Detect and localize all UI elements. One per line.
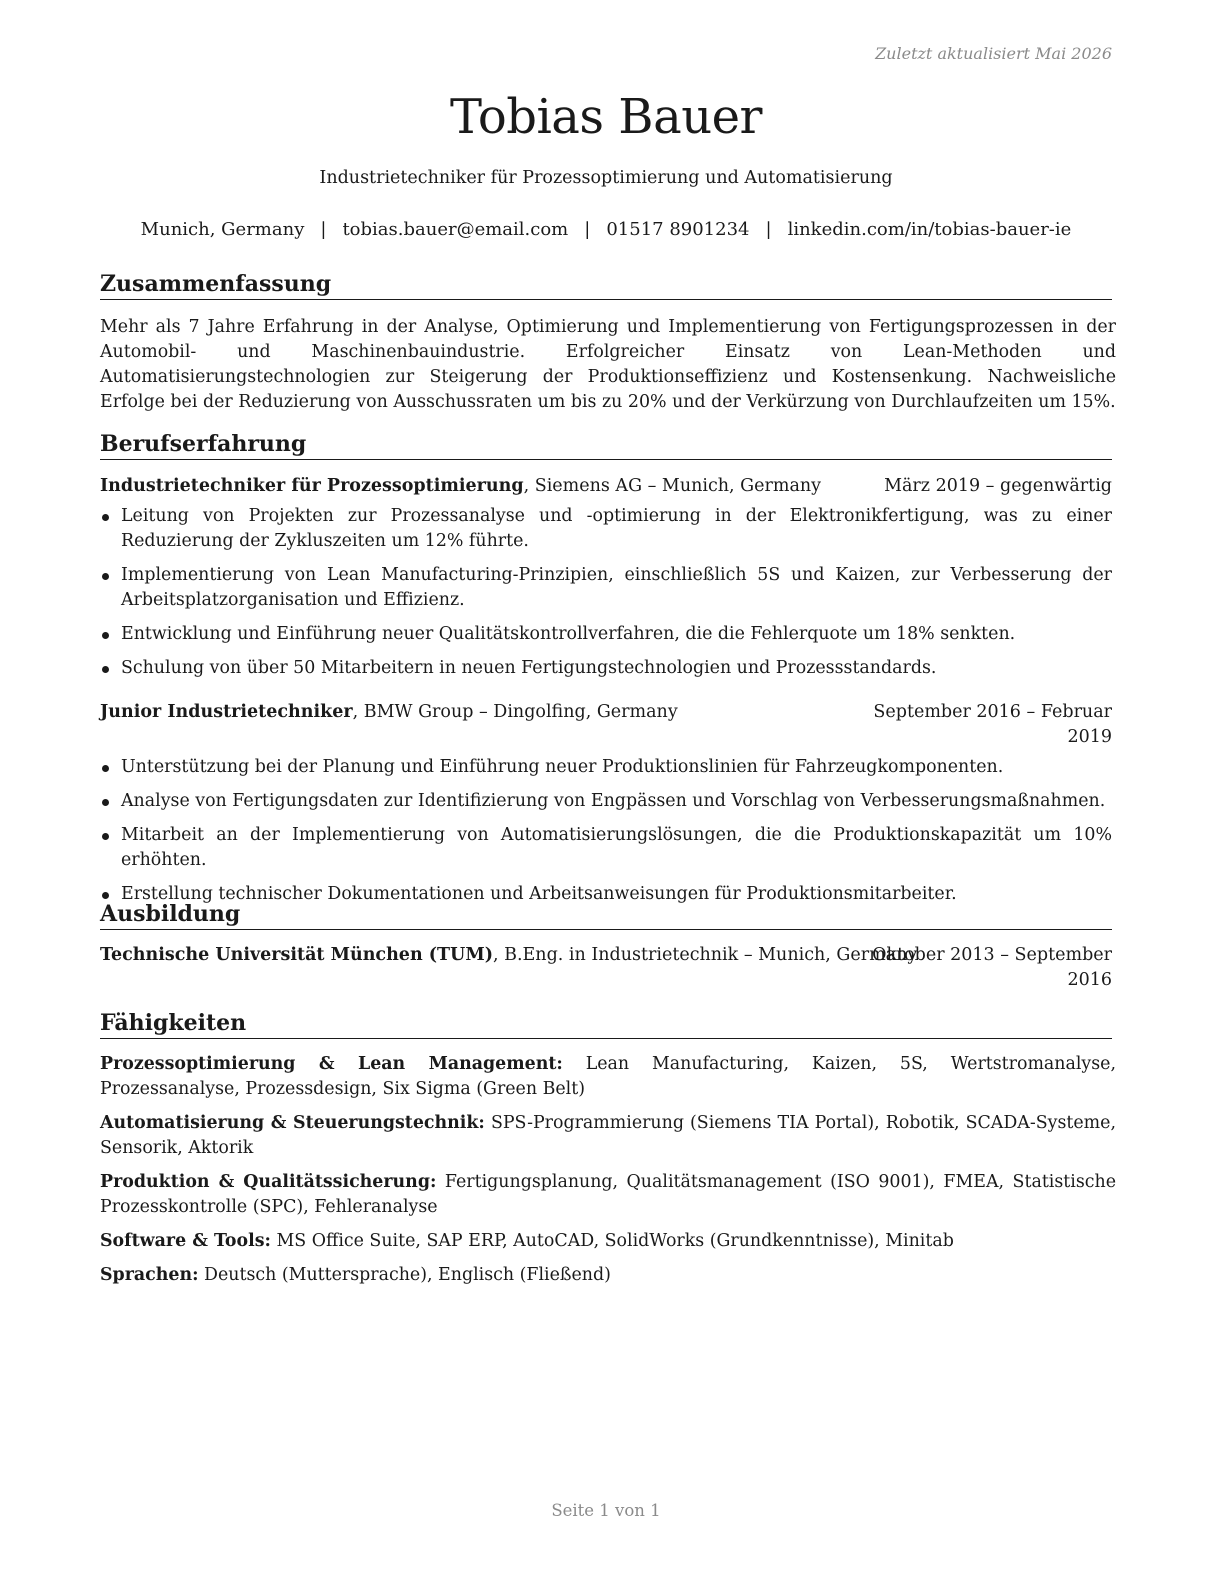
skill-line	[100, 1111, 1116, 1161]
section-title-education: Ausbildung	[100, 900, 1112, 930]
list-item: Analyse von Fertigungsdaten zur Identifizierung von Engpässen und Vorschlag von Verbesserungsmaßnahmen.	[100, 789, 1112, 814]
skill-label: Produktion & Qualitätssicherung:	[100, 1172, 437, 1192]
page-number: Seite 1 von 1	[551, 1501, 661, 1520]
bullet-icon	[102, 892, 109, 899]
list-item: Leitung von Projekten zur Prozessanalyse und -optimierung in der Elektronikfertigung, was zu einer Reduzierung der Zykluszeiten um 12% führte.	[100, 504, 1112, 554]
bullet-icon	[102, 632, 109, 639]
section-title-experience: Berufserfahrung	[100, 430, 1112, 460]
job-role: Industrietechniker für Prozessoptimierung	[100, 476, 524, 496]
list-item: Erstellung technischer Dokumentationen und Arbeitsanweisungen für Produktionsmitarbeiter.	[100, 882, 1112, 907]
skill-label: Automatisierung & Steuerungstechnik:	[100, 1113, 485, 1133]
education-dates: Oktober 2013 – September 2016	[872, 945, 1112, 990]
contact-phone: 01517 8901234	[606, 219, 750, 240]
candidate-tagline: Industrietechniker für Prozessoptimierung und Automatisierung	[319, 168, 893, 188]
last-updated: Zuletzt aktualisiert Mai 2026	[875, 44, 1112, 63]
job-company: , Siemens AG – Munich, Germany	[523, 476, 822, 496]
bullet-icon	[102, 573, 109, 580]
skill-line	[100, 1263, 1116, 1288]
section-title-skills: Fähigkeiten	[100, 1009, 1112, 1039]
resume-page	[100, 0, 1116, 1584]
contact-separator: |	[320, 219, 327, 240]
skill-value: Deutsch (Muttersprache), Englisch (Fließend)	[204, 1265, 611, 1285]
job-dates: September 2016 – Februar 2019	[873, 702, 1112, 747]
bullet-icon	[102, 514, 109, 521]
skill-line	[100, 1170, 1116, 1220]
skill-value: SPS-Programmierung (Siemens TIA Portal), Robotik, SCADA-Systeme, Sensorik, Aktorik	[100, 1113, 1116, 1158]
bullet-icon	[102, 799, 109, 806]
skill-label: Software & Tools:	[100, 1231, 271, 1251]
section-title-summary: Zusammenfassung	[100, 270, 1112, 300]
education-detail: , B.Eng. in Industrietechnik – Munich, Germany	[492, 945, 918, 965]
list-item: Mitarbeit an der Implementierung von Automatisierungslösungen, die die Produktionskapazität um 10% erhöhten.	[100, 823, 1112, 873]
list-item: Schulung von über 50 Mitarbeitern in neuen Fertigungstechnologien und Prozessstandards.	[100, 656, 1112, 681]
list-item: Unterstützung bei der Planung und Einführung neuer Produktionslinien für Fahrzeugkomponenten.	[100, 755, 1112, 780]
job-role: Junior Industrietechniker	[100, 702, 353, 722]
contact-linkedin[interactable]: linkedin.com/in/tobias-bauer-ie	[787, 219, 1072, 240]
skill-line	[100, 1052, 1116, 1102]
contact-location: Munich, Germany	[140, 219, 305, 240]
contact-separator: |	[584, 219, 591, 240]
job-bullets	[100, 504, 1112, 690]
skill-label: Sprachen:	[100, 1265, 199, 1285]
candidate-name: Tobias Bauer	[450, 89, 762, 145]
summary-text: Mehr als 7 Jahre Erfahrung in der Analyse, Optimierung und Implementierung von Fertigungsprozessen in der Automobil- und Maschinenbauindustrie. Erfolgreicher Einsatz von Lean-Methoden und Automatisierungstechnologien zur Steigerung der Produktionseffizienz und Kostensenkung. Nachweisliche Erfolge bei der Reduzierung von Ausschussraten um bis zu 20% und der Verkürzung von Durchlaufzeiten um 15%.	[100, 317, 1116, 412]
bullet-icon	[102, 765, 109, 772]
bullet-icon	[102, 833, 109, 840]
skill-label: Prozessoptimierung & Lean Management:	[100, 1054, 563, 1074]
list-item: Implementierung von Lean Manufacturing-Prinzipien, einschließlich 5S und Kaizen, zur Verbesserung der Arbeitsplatzorganisation und Effizienz.	[100, 563, 1112, 613]
bullet-icon	[102, 666, 109, 673]
job-company: , BMW Group – Dingolfing, Germany	[352, 702, 678, 722]
skill-line	[100, 1229, 1116, 1254]
contact-line	[100, 219, 1112, 240]
contact-email[interactable]: tobias.bauer@email.com	[342, 219, 569, 240]
skill-value: MS Office Suite, SAP ERP, AutoCAD, SolidWorks (Grundkenntnisse), Minitab	[276, 1231, 954, 1251]
education-school: Technische Universität München (TUM)	[100, 945, 493, 965]
skill-value: Fertigungsplanung, Qualitätsmanagement (ISO 9001), FMEA, Statistische Prozesskontrolle (SPC), Fehleranalyse	[100, 1172, 1116, 1217]
job-bullets	[100, 755, 1112, 916]
job-dates: März 2019 – gegenwärtig	[884, 476, 1112, 496]
skill-value: Lean Manufacturing, Kaizen, 5S, Wertstromanalyse, Prozessanalyse, Prozessdesign, Six Sigma (Green Belt)	[100, 1054, 1116, 1099]
contact-separator: |	[765, 219, 772, 240]
list-item: Entwicklung und Einführung neuer Qualitätskontrollverfahren, die die Fehlerquote um 18% senkten.	[100, 622, 1112, 647]
